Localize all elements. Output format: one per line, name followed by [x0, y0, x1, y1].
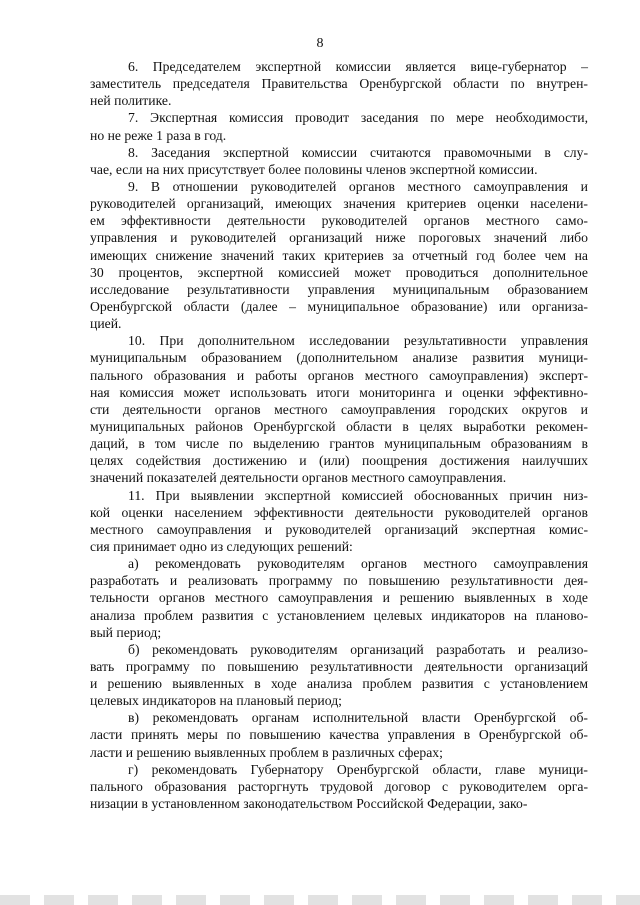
- document-body: [90, 58, 588, 812]
- paragraph-line: тельности органов местного самоуправления и решению выявленных в ходе: [90, 590, 588, 606]
- paragraph-line: ем эффективности деятельности руководителей органов местного само-: [90, 213, 588, 229]
- paragraph-line: 10. При дополнительном исследовании результативности управления: [128, 333, 588, 349]
- paragraph: [90, 58, 588, 109]
- scan-artifact-strip: [0, 895, 640, 905]
- paragraph-line: и решению выявленных в ходе анализа проблем развития с установлением: [90, 676, 588, 692]
- paragraph-line: имеющих снижение значений таких критериев за отчетный год более чем на: [90, 247, 588, 263]
- paragraph-line: 11. При выявлении экспертной комиссией обоснованных причин низ-: [128, 487, 588, 503]
- paragraph-line: низации в установленном законодательством Российской Федерации, зако-: [90, 796, 528, 812]
- paragraph-line: ласти и решению выявленных проблем в различных сферах;: [90, 744, 443, 760]
- paragraph-line: целях содействия достижению и (или) поощрения достижения наилучших: [90, 453, 588, 469]
- paragraph-line: 30 процентов, экспертной комиссией может проводиться дополнительное: [90, 264, 588, 280]
- page-number: 8: [316, 36, 324, 51]
- paragraph-line: анализа проблем развития с установлением целевых индикаторов на планово-: [90, 607, 588, 623]
- paragraph-line: ней политике.: [90, 93, 172, 109]
- paragraph: [90, 178, 588, 332]
- paragraph-line: 8. Заседания экспертной комиссии считаются правомочными в слу-: [128, 144, 588, 160]
- paragraph: [90, 641, 588, 710]
- paragraph-line: 9. В отношении руководителей органов местного самоуправления и: [128, 178, 588, 194]
- paragraph-line: вый период;: [90, 624, 162, 640]
- paragraph-line: муниципальным образованием (дополнительном анализе развития муници-: [90, 350, 588, 366]
- paragraph: [90, 144, 588, 178]
- paragraph-line: заместитель председателя Правительства Оренбургской области по внутрен-: [90, 76, 588, 92]
- paragraph: [90, 709, 588, 760]
- paragraph-line: пального образования и работы органов местного самоуправления) эксперт-: [90, 367, 588, 383]
- paragraph-line: цией.: [90, 316, 122, 332]
- paragraph: [90, 109, 588, 143]
- paragraph-line: исследование результативности управления муниципальным образованием: [90, 281, 588, 297]
- paragraph-line: значений показателей деятельности органов местного самоуправления.: [90, 470, 507, 486]
- paragraph-line: целевых индикаторов на плановый период;: [90, 693, 342, 709]
- paragraph-line: сти деятельности органов местного самоуправления городских округов и: [90, 401, 588, 417]
- paragraph-line: даций, в том числе по выделению грантов муниципальным образованиям в: [90, 436, 588, 452]
- paragraph-line: местного самоуправления и руководителей организаций экспертная комис-: [90, 521, 588, 537]
- paragraph-line: 6. Председателем экспертной комиссии является вице-губернатор –: [128, 59, 588, 74]
- paragraph-line: ная комиссия может использовать итоги мониторинга и оценки эффективно-: [90, 384, 588, 400]
- paragraph-line: руководителей организаций, имеющих значения критериев оценки населени-: [90, 196, 588, 212]
- paragraph-line: Оренбургской области (далее – муниципальное образование) или организа-: [90, 298, 588, 314]
- paragraph: [90, 487, 588, 556]
- paragraph-line: чае, если на них присутствует более половины членов экспертной комиссии.: [90, 161, 538, 177]
- paragraph-line: вать программу по повышению результативности деятельности организаций: [90, 658, 588, 674]
- paragraph-line: пального образования расторгнуть трудовой договор с руководителем орга-: [90, 778, 588, 794]
- paragraph-line: г) рекомендовать Губернатору Оренбургской области, главе муници-: [128, 761, 588, 777]
- paragraph-line: 7. Экспертная комиссия проводит заседания по мере необходимости,: [128, 110, 588, 126]
- paragraph-line: в) рекомендовать органам исполнительной власти Оренбургской об-: [128, 710, 588, 726]
- paragraph-line: муниципальных районов Оренбургской области в целях выработки рекомен-: [90, 418, 588, 434]
- paragraph-line: б) рекомендовать руководителям организаций разработать и реализо-: [128, 641, 588, 657]
- paragraph: [90, 761, 588, 812]
- paragraph-line: кой оценки населением эффективности деятельности руководителей органов: [90, 504, 588, 520]
- paragraph-line: ласти принять меры по повышению качества управления в Оренбургской об-: [90, 727, 588, 743]
- paragraph-line: а) рекомендовать руководителям органов местного самоуправления: [128, 556, 588, 572]
- paragraph: [90, 332, 588, 486]
- paragraph-line: сия принимает одно из следующих решений:: [90, 538, 353, 554]
- paragraph-line: управления и руководителей организаций ниже пороговых значений либо: [90, 230, 588, 246]
- paragraph: [90, 555, 588, 641]
- paragraph-line: но не реже 1 раза в год.: [90, 127, 227, 143]
- paragraph-line: разработать и реализовать программу по повышению результативности дея-: [90, 573, 588, 589]
